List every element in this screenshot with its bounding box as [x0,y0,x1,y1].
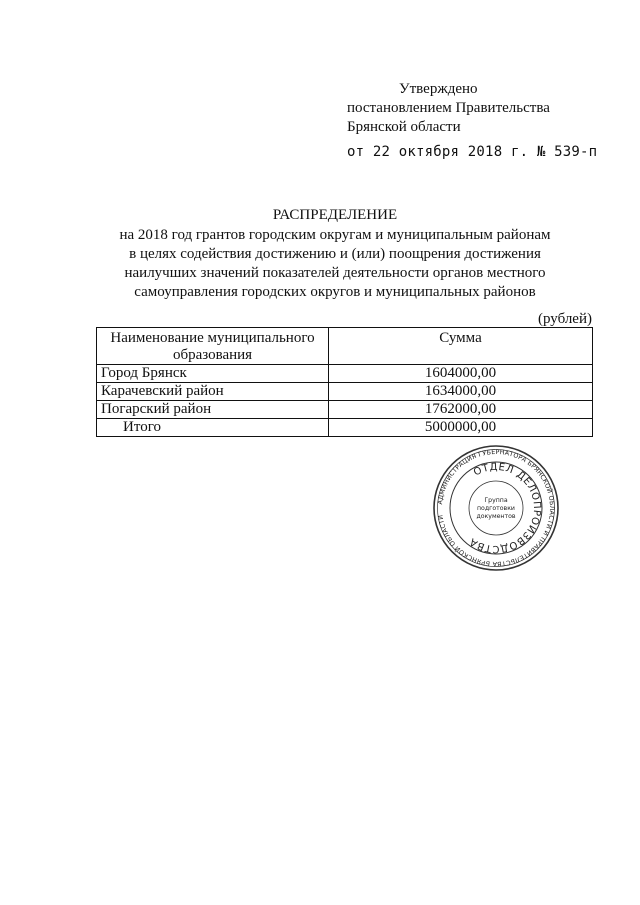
table-row [97,401,593,419]
row-name: Город Брянск [97,365,329,383]
table-row [97,383,593,401]
stamp-outer-text: АДМИНИСТРАЦИЯ ГУБЕРНАТОРА БРЯНСКОЙ ОБЛАСТИ И ПРАВИТЕЛЬСТВА БРЯНСКОЙ ОБЛАСТИ [437,448,556,568]
row-name: Карачевский район [97,383,329,401]
heading-line-2: в целях содействия достижению и (или) поощрения достижения [129,246,541,262]
row-sum: 1634000,00 [329,383,593,401]
row-name: Погарский район [97,401,329,419]
column-header-sum: Сумма [329,328,593,365]
column-header-name: Наименование муниципального образования [97,328,329,365]
stamp-inner-text: ОТДЕЛ ДЕЛОПРОИЗВОДСТВА [467,461,543,555]
units-label: (рублей) [537,311,592,327]
heading-line-1: на 2018 год грантов городским округам и муниципальным районам [119,227,551,243]
total-sum: 5000000,00 [329,419,593,437]
approval-line-3: Брянской области [347,119,461,135]
grants-table [96,327,593,437]
row-sum: 1762000,00 [329,401,593,419]
stamp-center-line-1: Группа [484,497,508,504]
total-label: Итого [97,419,329,437]
office-stamp [432,444,560,572]
stamp-center-line-3: документов [476,513,516,520]
approval-line-1: Утверждено [399,81,478,97]
table-row [97,365,593,383]
approval-block [347,80,597,162]
approval-line-2: постановлением Правительства [347,100,550,116]
document-title: РАСПРЕДЕЛЕНИЕ [272,207,398,223]
row-sum: 1604000,00 [329,365,593,383]
table-total-row [97,419,593,437]
table-header-row [97,328,593,365]
heading-line-4: самоуправления городских округов и муниципальных районов [134,284,536,300]
stamp-center-line-2: подготовки [477,505,515,512]
approval-date-line: от 22 октября 2018 г. № 539-п [347,144,598,160]
document-heading [100,206,570,302]
heading-line-3: наилучших значений показателей деятельности органов местного [124,265,546,281]
